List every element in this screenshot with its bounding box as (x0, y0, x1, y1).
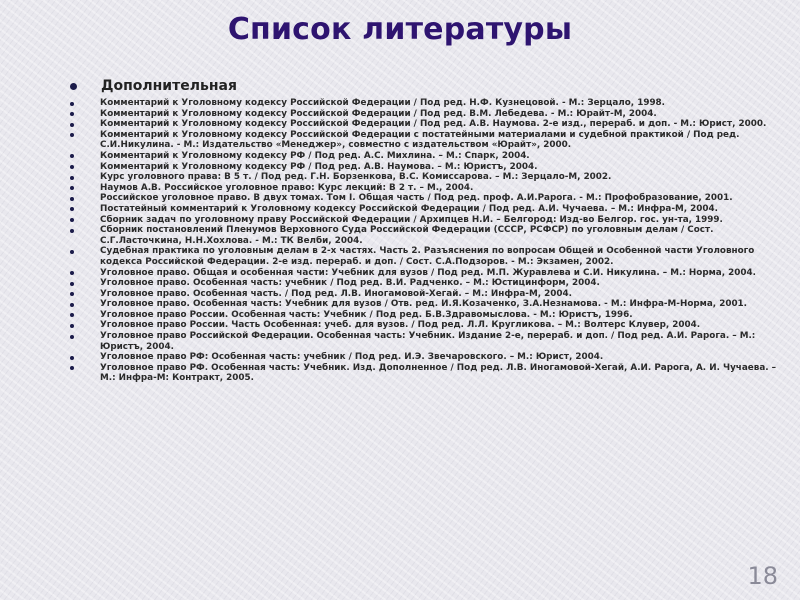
bullet-icon (70, 112, 74, 116)
reference-text: Российское уголовное право. В двух томах. Том I. Общая часть / Под ред. проф. А.И.Рарога. - М.: Профобразование, 2001. (100, 193, 733, 204)
bullet-icon (70, 229, 74, 233)
page-title: Список литературы (227, 12, 573, 47)
reference-text: Уголовное право. Особенная часть. / Под ред. Л.В. Иногамовой-Хегай. – М.: Инфра-М, 2004. (100, 288, 572, 299)
reference-text: Постатейный комментарий к Уголовному кодексу Российской Федерации / Под ред. А.И. Чучаева. – М.: Инфра-М, 2004. (100, 203, 718, 214)
bullet-icon (70, 123, 74, 127)
bullet-icon (70, 218, 74, 222)
bullet-icon (70, 356, 74, 360)
section-heading-label: Дополнительная (101, 78, 237, 94)
reference-text: Сборник постановлений Пленумов Верховного Суда Российской Федерации (СССР, РСФСР) по уголовным делам / Сост. С.Г.Ласточкина, Н.Н.Хохлова. - М.: ТК Велби, 2004. (100, 225, 714, 246)
reference-text: Уголовное право. Общая и особенная части: Учебник для вузов / Под ред. М.П. Журавлева и С.И. Никулина. – М.: Норма, 2004. (100, 267, 756, 278)
bullet-icon (70, 303, 74, 307)
bullet-icon (70, 207, 74, 211)
list-item (70, 162, 782, 173)
reference-text: Комментарий к Уголовному кодексу РФ / Под ред. А.С. Михлина. – М.: Спарк, 2004. (100, 150, 530, 161)
reference-text: Уголовное право. Особенная часть: учебник / Под ред. В.И. Радченко. – М.: Юстицинформ, 2004. (100, 278, 600, 289)
reference-text: Наумов А.В. Российское уголовное право: Курс лекций: В 2 т. – М., 2004. (100, 182, 474, 193)
bullet-icon (70, 324, 74, 328)
reference-text: Курс уголовного права: В 5 т. / Под ред. Г.Н. Борзенкова, В.С. Комиссарова. – М.: Зерцало-М, 2002. (100, 172, 612, 183)
list-item (70, 363, 782, 384)
list-item (70, 268, 782, 279)
bullet-icon (70, 366, 74, 370)
list-item (70, 310, 782, 321)
list-item (70, 172, 782, 183)
bullet-icon (70, 186, 74, 190)
reference-text: Комментарий к Уголовному кодексу Российской Федерации / Под ред. В.М. Лебедева. - М.: Юрайт-М, 2004. (100, 108, 657, 119)
content-area (70, 78, 782, 384)
bullet-icon (70, 133, 74, 137)
reference-text: Комментарий к Уголовному кодексу Российской Федерации / Под ред. А.В. Наумова. 2-е изд., перераб. и доп. - М.: Юрист, 2000. (100, 119, 767, 130)
list-item (70, 299, 782, 310)
reference-text: Уголовное право РФ: Особенная часть: учебник / Под ред. И.Э. Звечаровского. – М.: Юрист, 2004. (100, 352, 604, 363)
bullet-icon (70, 250, 74, 254)
list-item (70, 278, 782, 289)
list-item (70, 183, 782, 194)
list-item (70, 320, 782, 331)
list-item (70, 204, 782, 215)
reference-text: Уголовное право России. Часть Особенная: учеб. для вузов. / Под ред. Л.Л. Кругликова. – М.: Волтерс Клувер, 2004. (100, 320, 701, 331)
list-item (70, 98, 782, 109)
list-item (70, 151, 782, 162)
bullet-icon (70, 154, 74, 158)
reference-text: Уголовное право. Особенная часть: Учебник для вузов / Отв. ред. И.Я.Козаченко, З.А.Незнамова. - М.: Инфра-М-Норма, 2001. (100, 299, 748, 310)
list-item (70, 119, 782, 130)
list-item (70, 193, 782, 204)
reference-text: Уголовное право России. Особенная часть: Учебник / Под ред. Б.В.Здравомыслова. - М.: Юристъ, 1996. (100, 309, 633, 320)
list-item (70, 225, 782, 246)
list-item (70, 352, 782, 363)
bullet-icon (70, 271, 74, 275)
list-item (70, 289, 782, 300)
list-item (70, 215, 782, 226)
reference-text: Уголовное право Российской Федерации. Особенная часть: Учебник. Издание 2-е, перераб. и доп. / Под ред. А.И. Рарога. – М.: Юристъ, 2004. (100, 331, 756, 352)
bullet-icon (70, 282, 74, 286)
bullet-icon (70, 335, 74, 339)
reference-text: Сборник задач по уголовному праву Российской Федерации / Архипцев Н.И. – Белгород: Изд-во Белгор. гос. ун-та, 1999. (100, 214, 723, 225)
slide-number: 18 (747, 562, 778, 590)
reference-text: Судебная практика по уголовным делам в 2-х частях. Часть 2. Разъяснения по вопросам Общей и Особенной части Уголовного кодекса Российской Федерации. 2-е изд. перераб. и доп. / Сост. С.А.Подзоров. - М.: Экзамен, 2002. (100, 246, 755, 267)
list-item (70, 130, 782, 151)
section-heading (70, 78, 782, 94)
bullet-icon (70, 176, 74, 180)
list-item (70, 331, 782, 352)
list-item (70, 109, 782, 120)
bullet-icon (70, 197, 74, 201)
reference-text: Уголовное право РФ. Особенная часть: Учебник. Изд. Дополненное / Под ред. Л.В. Иногамовой-Хегай, А.И. Рарога, А. И. Чучаева. – М.: Инфра-М: Контракт, 2005. (100, 362, 777, 384)
bullet-icon (70, 83, 77, 90)
bullet-icon (70, 165, 74, 169)
reference-text: Комментарий к Уголовному кодексу РФ / Под ред. А.В. Наумова. – М.: Юристъ, 2004. (100, 161, 538, 172)
reference-list (70, 98, 782, 384)
bullet-icon (70, 292, 74, 296)
reference-text: Комментарий к Уголовному кодексу Российской Федерации с постатейными материалами и судебной практикой / Под ред. С.И.Никулина. - М.: Издательство «Менеджер», совместно с издательством «Юрайт», 2000. (100, 129, 740, 151)
reference-text: Комментарий к Уголовному кодексу Российской Федерации / Под ред. Н.Ф. Кузнецовой. - М.: Зерцало, 1998. (100, 98, 666, 108)
list-item (70, 246, 782, 267)
bullet-icon (70, 313, 74, 317)
bullet-icon (70, 102, 74, 106)
